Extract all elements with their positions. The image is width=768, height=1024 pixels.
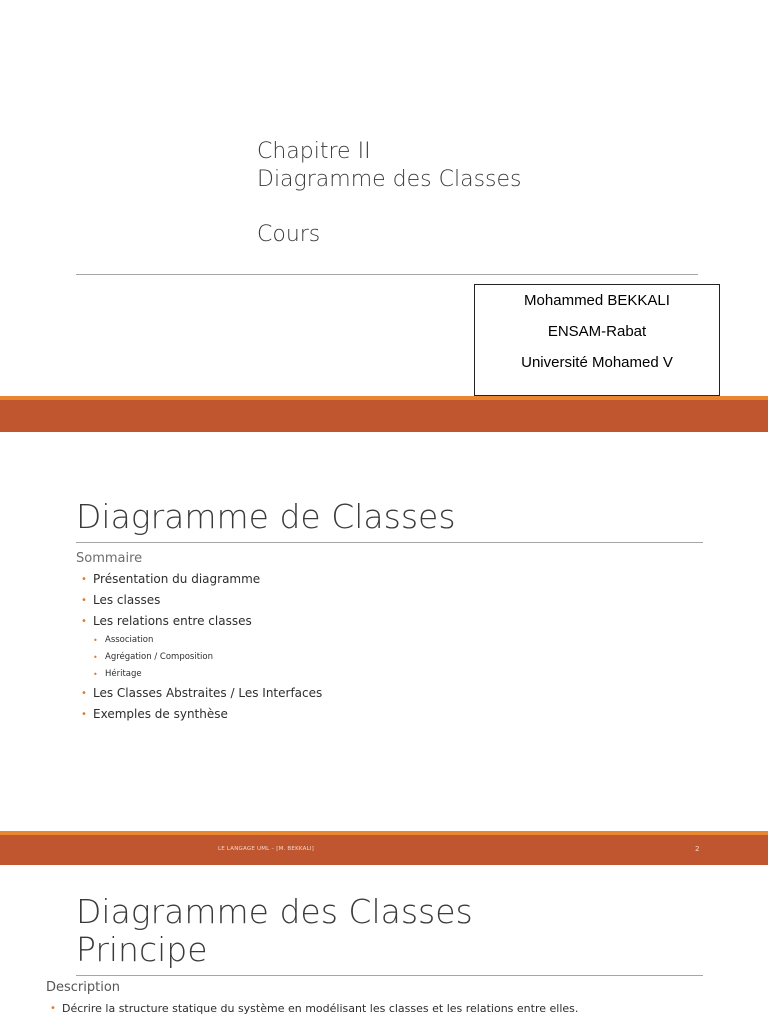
bullet-icon: • [81,688,87,699]
bullet-icon: • [81,574,87,585]
slide-title: Diagramme de Classes [76,497,456,536]
section-label: Sommaire [76,551,143,566]
slide-title-line: Diagramme des Classes [76,892,473,931]
list-item: • Présentation du diagramme [80,569,322,590]
list-item: • Les relations entre classes [80,611,322,632]
section-label: Description [46,980,121,995]
chapter-title-line: Diagramme des Classes [257,167,522,192]
list-subitem: • Association [80,632,322,649]
description-list [50,1000,578,1018]
author-university: Université Mohamed V [521,354,673,371]
slide-principe [0,865,768,1024]
bullet-icon: • [93,670,98,679]
chapter-title-line: Cours [257,222,321,247]
list-item: • Décrire la structure statique du système en modélisant les classes et les relations entre elles. [50,1000,578,1018]
chapter-title [257,138,521,249]
list-subitem: • Héritage [80,666,322,683]
sommaire-list [80,569,322,725]
page-number: 2 [695,845,700,853]
bullet-icon: • [81,709,87,720]
chapter-title-line: Chapitre II [257,139,371,164]
list-item: • Exemples de synthèse [80,704,322,725]
slide-title [76,893,473,969]
slide-footer [0,835,768,865]
title-divider [76,975,703,976]
list-item: • Les classes [80,590,322,611]
bullet-icon: • [50,1003,56,1014]
list-subitem: • Agrégation / Composition [80,649,322,666]
slide-bottom-band [0,400,768,432]
author-box [474,284,720,396]
list-item: • Les Classes Abstraites / Les Interfaces [80,683,322,704]
bullet-icon: • [81,595,87,606]
bullet-icon: • [93,653,98,662]
slide-title-line: Principe [76,930,208,969]
title-divider [76,274,698,275]
title-divider [76,542,703,543]
footer-text: LE LANGAGE UML – [M. BEKKALI] [218,846,314,852]
bullet-icon: • [93,636,98,645]
author-name: Mohammed BEKKALI [524,292,670,309]
bullet-icon: • [81,616,87,627]
slide-sommaire [0,432,768,865]
author-school: ENSAM-Rabat [547,323,647,340]
slide-title-page [0,0,768,432]
